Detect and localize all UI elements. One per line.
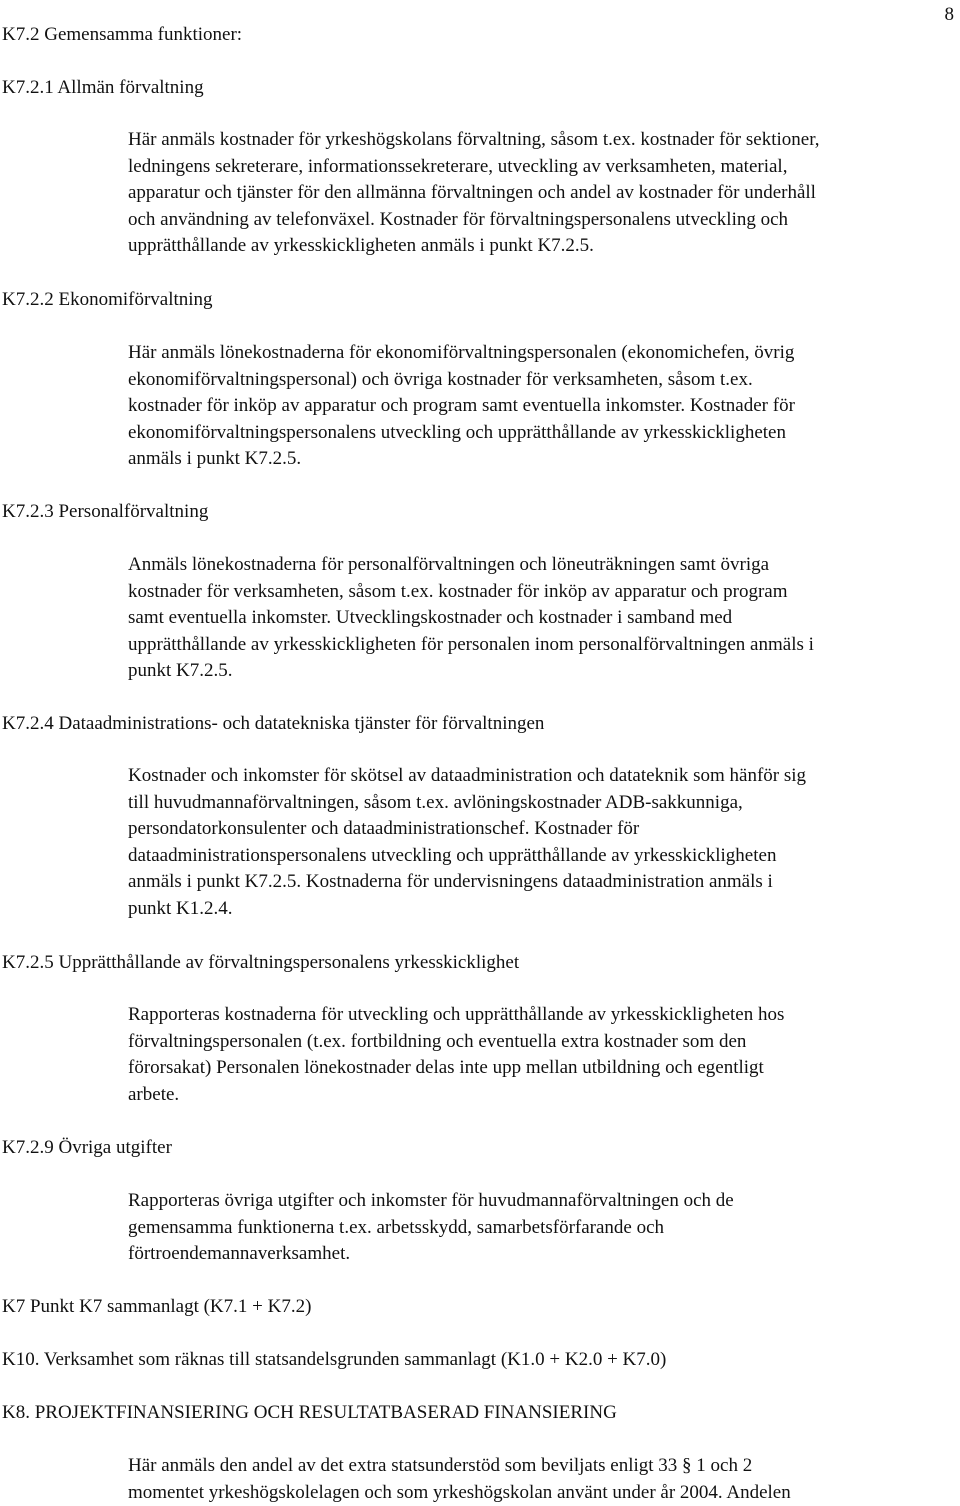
heading-ekonomiforvaltning: K7.2.2 Ekonomiförvaltning bbox=[2, 289, 213, 310]
paragraph-allman-forvaltning bbox=[128, 127, 958, 260]
heading-ovriga-utgifter: K7.2.9 Övriga utgifter bbox=[2, 1137, 172, 1158]
text-line: ekonomiförvaltningspersonalens utveckling och upprätthållande av yrkesskickligheten bbox=[128, 421, 786, 443]
page-number: 8 bbox=[944, 4, 954, 25]
paragraph-dataadministration bbox=[128, 763, 958, 922]
text-line: samt eventuella inkomster. Utvecklingskostnader och kostnader i samband med bbox=[128, 607, 733, 628]
text-line: och användning av telefonväxel. Kostnader för förvaltningspersonalens utveckling och bbox=[128, 208, 789, 230]
text-line: Rapporteras kostnaderna för utveckling och upprätthållande av yrkesskickligheten hos bbox=[128, 1004, 785, 1025]
text-line: persondatorkonsulenter och dataadministrationschef. Kostnader för bbox=[128, 818, 640, 839]
text-line: ledningens sekreterare, informationssekreterare, utveckling av verksamheten, material, bbox=[128, 155, 788, 177]
text-line: Anmäls lönekostnaderna för personalförvaltningen och löneuträkningen samt övriga bbox=[128, 554, 770, 575]
heading-dataadministration: K7.2.4 Dataadministrations- och datatekniska tjänster för förvaltningen bbox=[2, 713, 545, 734]
text-line: kostnader för inköp av apparatur och program samt eventuella inkomster. Kostnader för bbox=[128, 395, 795, 416]
paragraph-ekonomiforvaltning bbox=[128, 340, 958, 473]
text-line: kostnader för verksamheten, såsom t.ex. kostnader för inköp av apparatur och program bbox=[128, 580, 788, 602]
text-line: Här anmäls lönekostnaderna för ekonomiförvaltningspersonalen (ekonomichefen, övrig bbox=[128, 342, 795, 363]
text-line: anmäls i punkt K7.2.5. bbox=[128, 448, 302, 469]
heading-uppratthallande: K7.2.5 Upprätthållande av förvaltningspersonalens yrkesskicklighet bbox=[2, 952, 520, 973]
text-line: arbete. bbox=[128, 1083, 180, 1105]
paragraph-personalforvaltning bbox=[128, 552, 958, 685]
text-line: anmäls i punkt K7.2.5. Kostnaderna för undervisningens dataadministration anmäls i bbox=[128, 871, 773, 892]
text-line: förtroendemannaverksamhet. bbox=[128, 1243, 351, 1264]
text-line: Här anmäls den andel av det extra statsunderstöd som beviljats enligt 33 § 1 och 2 bbox=[128, 1455, 753, 1476]
text-line: gemensamma funktionerna t.ex. arbetsskydd, samarbetsförfarande och bbox=[128, 1216, 665, 1238]
text-line: Rapporteras övriga utgifter och inkomster för huvudmannaförvaltningen och de bbox=[128, 1190, 734, 1211]
heading-k8-projektfinansiering: K8. PROJEKTFINANSIERING OCH RESULTATBASERAD FINANSIERING bbox=[2, 1402, 617, 1423]
text-line: ekonomiförvaltningspersonal) och övriga kostnader för verksamheten, såsom t.ex. bbox=[128, 368, 753, 390]
text-line: Kostnader och inkomster för skötsel av dataadministration och datateknik som hänför sig bbox=[128, 765, 807, 786]
heading-gemensamma-funktioner: K7.2 Gemensamma funktioner: bbox=[2, 24, 243, 45]
text-line: förvaltningspersonalen (t.ex. fortbildning och eventuella extra kostnader som den bbox=[128, 1030, 747, 1052]
text-line: punkt K7.2.5. bbox=[128, 660, 233, 681]
text-line: till huvudmannaförvaltningen, såsom t.ex. avlöningskostnader ADB-sakkunniga, bbox=[128, 791, 743, 813]
paragraph-ovriga-utgifter bbox=[128, 1188, 958, 1268]
paragraph-uppratthallande bbox=[128, 1002, 958, 1108]
text-line: punkt K1.2.4. bbox=[128, 897, 233, 919]
text-line: förorsakat) Personalen lönekostnader delas inte upp mellan utbildning och egentligt bbox=[128, 1057, 764, 1078]
heading-allman-forvaltning: K7.2.1 Allmän förvaltning bbox=[2, 77, 204, 98]
heading-k10-sammanlagt: K10. Verksamhet som räknas till statsandelsgrunden sammanlagt (K1.0 + K2.0 + K7.0) bbox=[2, 1349, 667, 1370]
text-line: apparatur och tjänster för den allmänna förvaltningen och andel av kostnader för underhåll bbox=[128, 182, 816, 203]
heading-personalforvaltning: K7.2.3 Personalförvaltning bbox=[2, 501, 209, 522]
text-line: upprätthållande av yrkesskickligheten anmäls i punkt K7.2.5. bbox=[128, 235, 594, 256]
text-line: Här anmäls kostnader för yrkeshögskolans förvaltning, såsom t.ex. kostnader för sektioner, bbox=[128, 129, 820, 150]
heading-k7-sammanlagt: K7 Punkt K7 sammanlagt (K7.1 + K7.2) bbox=[2, 1296, 312, 1317]
text-line: dataadministrationspersonalens utveckling och upprätthållande av yrkesskickligheten bbox=[128, 844, 777, 866]
text-line: momentet yrkeshögskolelagen och som yrkeshögskolan använt under år 2004. Andelen bbox=[128, 1481, 791, 1503]
paragraph-k8 bbox=[128, 1453, 958, 1506]
text-line: upprätthållande av yrkesskickligheten för personalen inom personalförvaltningen anmäls i bbox=[128, 633, 814, 655]
